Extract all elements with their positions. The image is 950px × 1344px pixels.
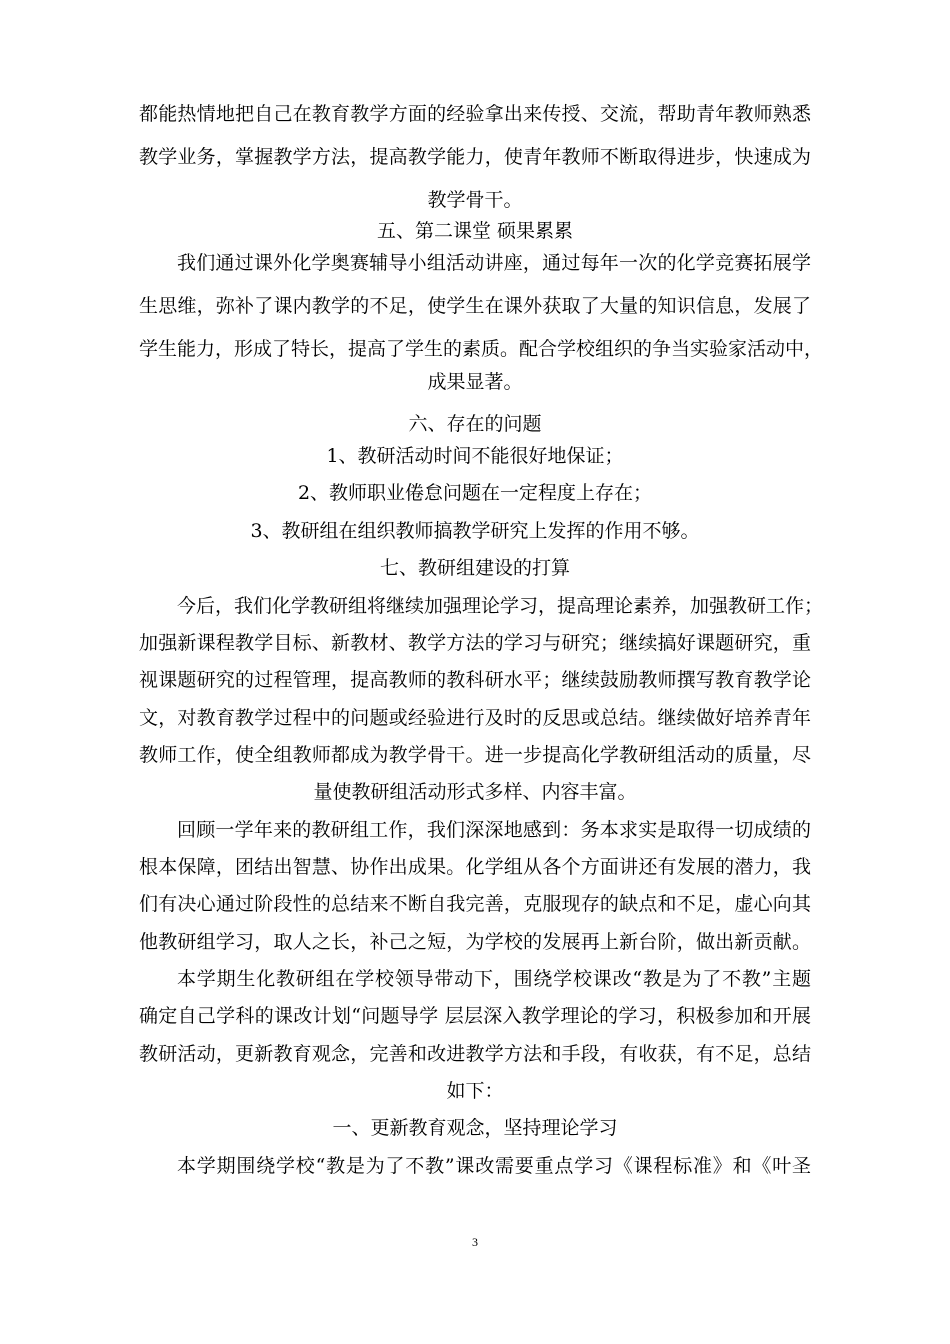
body-text-line: 加强新课程教学目标、新教材、教学方法的学习与研究；继续搞好课题研究，重: [139, 632, 811, 654]
body-text-line: 量使教研组活动形式多样、内容丰富。: [313, 781, 637, 803]
paragraph-first-line: 我们通过课外化学奥赛辅导小组活动讲座，通过每年一次的化学竞赛拓展学: [177, 252, 811, 274]
body-text-line: 根本保障，团结出智慧、协作出成果。化学组从各个方面讲还有发展的潜力，我: [139, 856, 811, 878]
body-text-line: 教学业务，掌握教学方法，提高教学能力，使青年教师不断取得进步，快速成为: [139, 146, 811, 168]
body-text-line: 生思维，弥补了课内教学的不足，使学生在课外获取了大量的知识信息，发展了: [139, 295, 811, 317]
problem-list-item: 1、教研活动时间不能很好地保证；: [326, 445, 624, 467]
section-heading: 一、更新教育观念，坚持理论学习: [332, 1117, 618, 1139]
body-text-line: 们有决心通过阶段性的总结来不断自我完善，克服现存的缺点和不足，虚心向其: [139, 893, 811, 915]
paragraph-first-line: 今后，我们化学教研组将继续加强理论学习，提高理论素养，加强教研工作；: [177, 595, 824, 617]
body-text-line: 文，对教育教学过程中的问题或经验进行及时的反思或总结。继续做好培养青年: [139, 707, 811, 729]
section-heading: 六、存在的问题: [408, 413, 542, 435]
body-text-line: 教学骨干。: [427, 189, 523, 211]
section-heading: 七、教研组建设的打算: [379, 557, 570, 579]
body-text-line: 视课题研究的过程管理，提高教师的教科研水平；继续鼓励教师撰写教育教学论: [139, 669, 811, 691]
body-text-line: 他教研组学习，取人之长，补己之短，为学校的发展再上新台阶，做出新贡献。: [139, 931, 811, 953]
body-text-line: 如下：: [446, 1080, 504, 1102]
paragraph-first-line: 本学期生化教研组在学校领导带动下，围绕学校课改“教是为了不教”主题: [177, 968, 811, 990]
paragraph-first-line: 回顾一学年来的教研组工作，我们深深地感到：务本求实是取得一切成绩的: [177, 819, 811, 841]
body-text-line: 教师工作，使全组教师都成为教学骨干。进一步提高化学教研组活动的质量，尽: [139, 744, 811, 766]
page-number: 3: [472, 1235, 478, 1249]
body-text-line: 确定自己学科的课改计划“问题导学 层层深入教学理论的学习，积极参加和开展: [139, 1005, 811, 1027]
body-text-line: 教研活动，更新教育观念，完善和改进教学方法和手段，有收获，有不足，总结: [139, 1043, 811, 1065]
problem-list-item: 2、教师职业倦怠问题在一定程度上存在；: [297, 482, 653, 504]
body-text-line: 学生能力，形成了特长，提高了学生的素质。配合学校组织的争当实验家活动中，: [139, 338, 824, 360]
body-text-line: 成果显著。: [427, 371, 523, 393]
body-text-line: 都能热情地把自己在教育教学方面的经验拿出来传授、交流，帮助青年教师熟悉: [139, 103, 811, 125]
problem-list-item: 3、教研组在组织教师搞教学研究上发挥的作用不够。: [250, 520, 700, 542]
paragraph-first-line: 本学期围绕学校“教是为了不教”课改需要重点学习《课程标准》和《叶圣: [177, 1155, 811, 1177]
section-heading: 五、第二课堂 硕果累累: [376, 220, 574, 242]
